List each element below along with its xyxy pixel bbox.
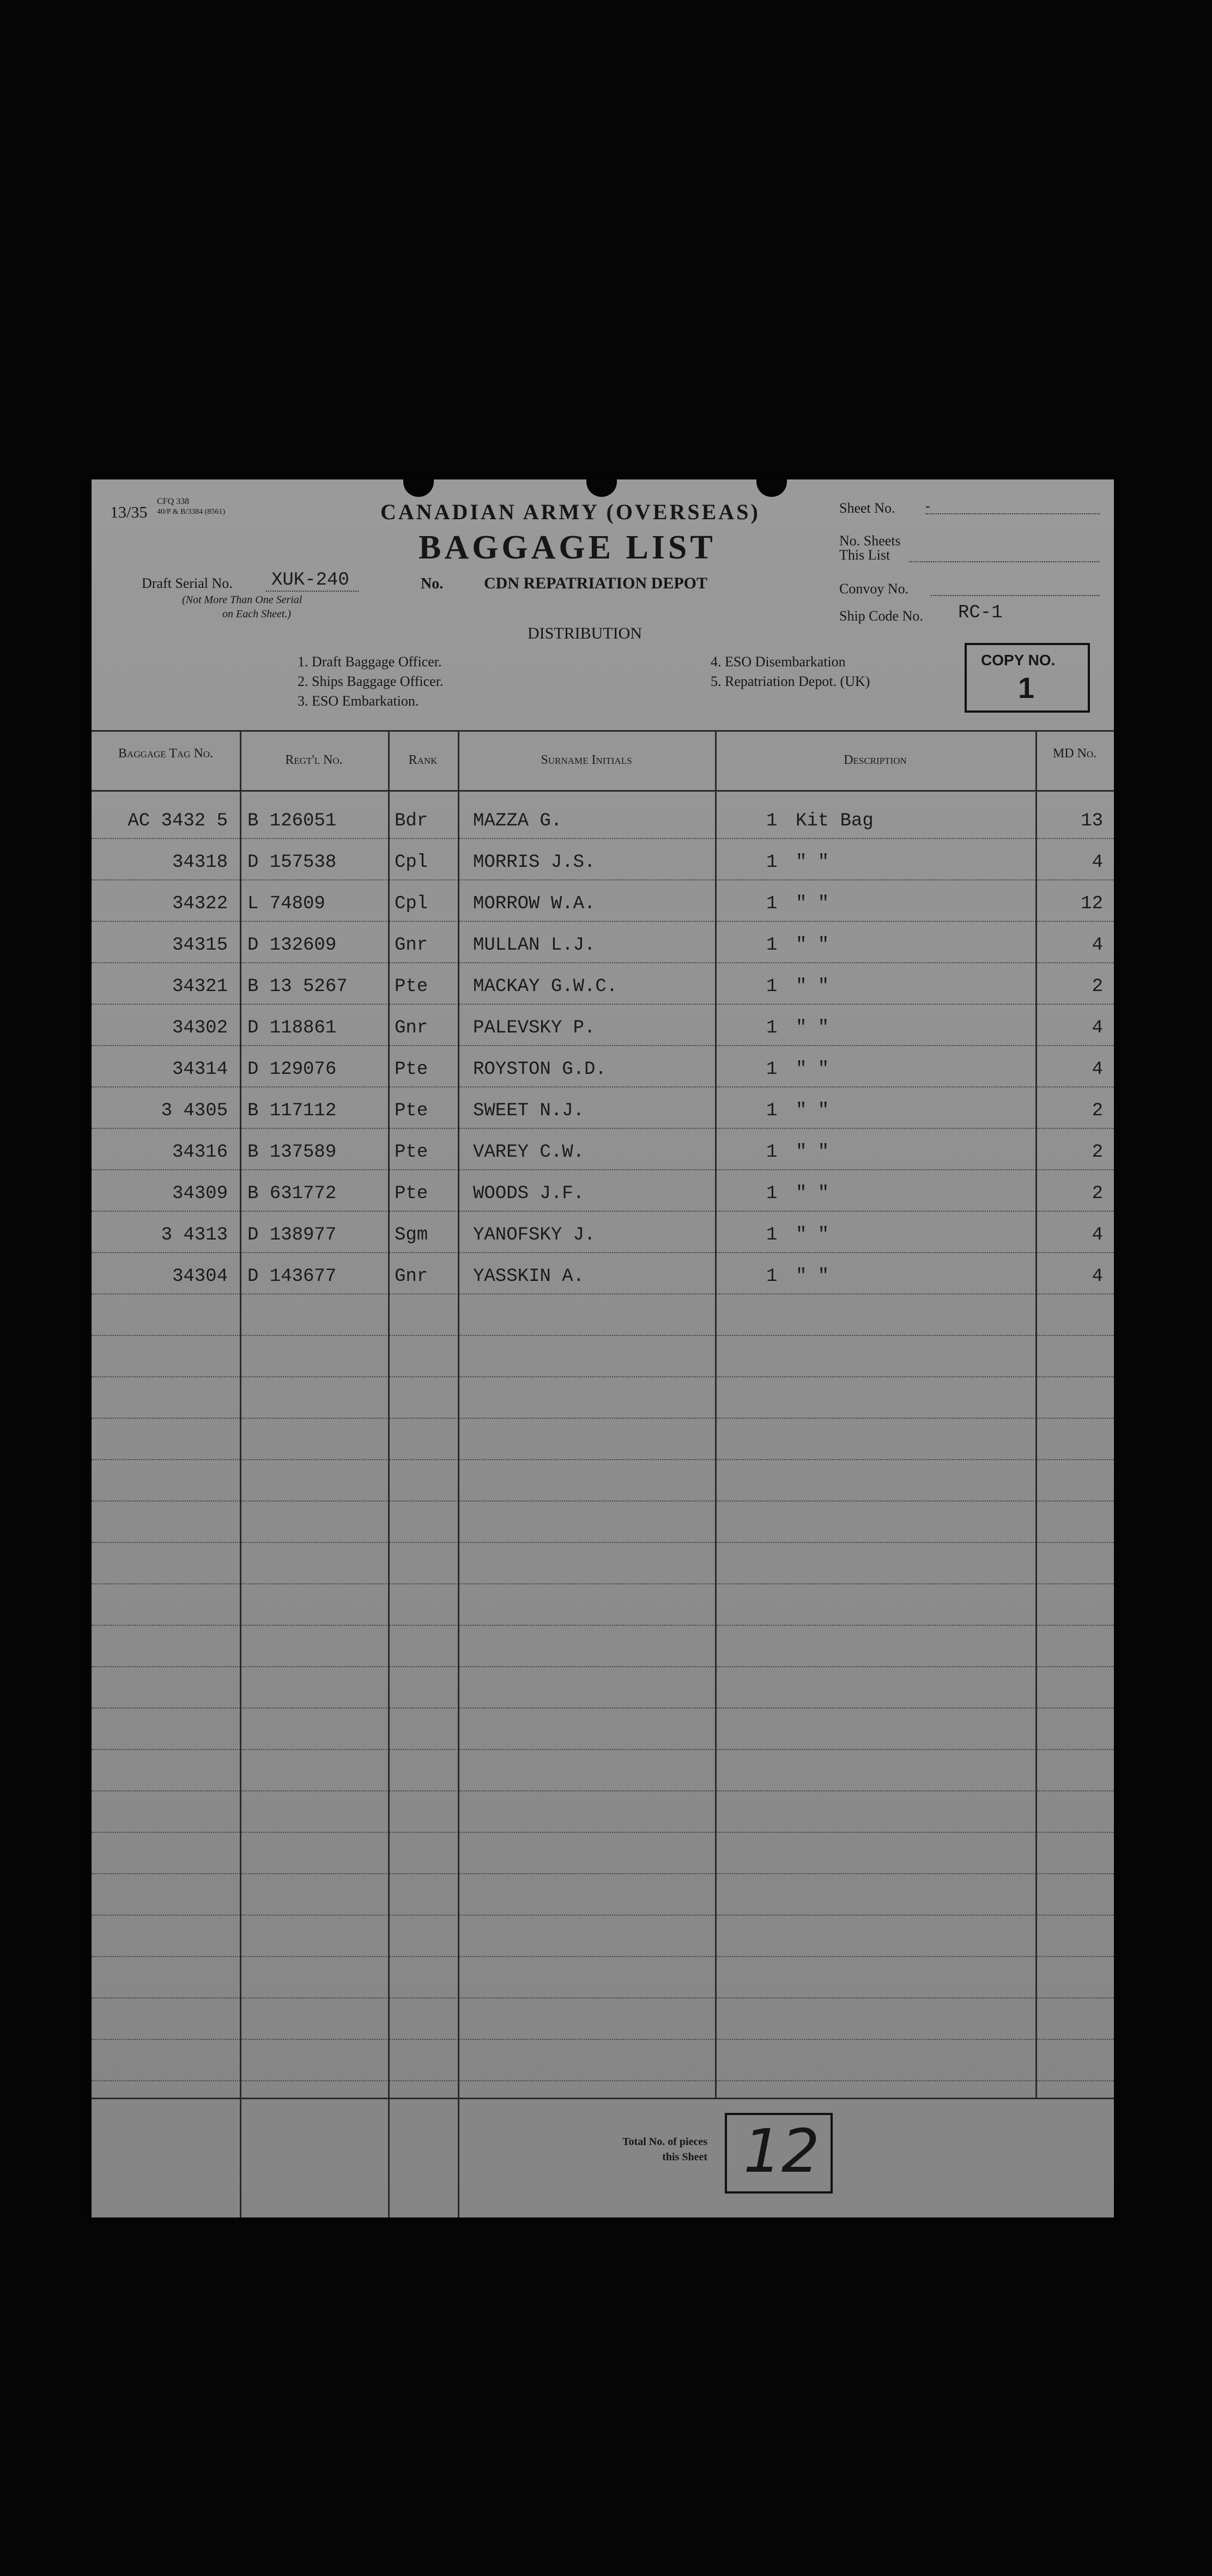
ruled-line [92, 1128, 1114, 1129]
cell-tag: 34309 [172, 1183, 228, 1204]
ruled-line [92, 1790, 1114, 1791]
draft-serial-note: on Each Sheet.) [222, 608, 292, 620]
ruled-line [92, 2039, 1114, 2040]
punch-hole [403, 479, 434, 497]
ruled-line [92, 1708, 1114, 1709]
cell-desc: " " [796, 1101, 829, 1121]
cell-desc: " " [796, 1018, 829, 1038]
cell-md: 4 [1092, 1059, 1103, 1080]
form-code-small: CFQ 338 [157, 497, 190, 506]
title-top: CANADIAN ARMY (OVERSEAS) [380, 500, 760, 524]
cell-rank: Cpl [395, 852, 428, 873]
baggage-list-form [92, 479, 1114, 2217]
cell-rank: Cpl [395, 894, 428, 914]
cell-rank: Pte [395, 1059, 428, 1080]
cell-name: PALEVSKY P. [473, 1018, 596, 1038]
cell-regt: D 157538 [247, 852, 337, 873]
cell-rank: Gnr [395, 935, 428, 956]
page-title: BAGGAGE LIST [419, 529, 716, 566]
column-header-description: Description [844, 753, 907, 767]
cell-qty: 1 [766, 935, 778, 956]
cell-desc: " " [796, 1225, 829, 1246]
ruled-line [92, 1293, 1114, 1295]
ruled-line [92, 838, 1114, 839]
distribution-item: 5. Repatriation Depot. (UK) [711, 673, 870, 689]
punch-hole [586, 479, 617, 497]
copy-number: 1 [1018, 672, 1035, 704]
cell-tag: 34318 [172, 852, 228, 873]
cell-regt: D 132609 [247, 935, 337, 956]
ruled-line [92, 1542, 1114, 1543]
cell-desc: " " [796, 1142, 829, 1163]
cell-name: MORRIS J.S. [473, 852, 596, 873]
cell-rank: Pte [395, 1183, 428, 1204]
cell-desc: " " [796, 894, 829, 914]
cell-name: MAZZA G. [473, 811, 562, 831]
cell-name: YASSKIN A. [473, 1266, 585, 1287]
cell-rank: Pte [395, 976, 428, 997]
ruled-line [92, 1997, 1114, 1998]
ruled-line [92, 1956, 1114, 1957]
cell-regt: D 138977 [247, 1225, 337, 1246]
total-label: Total No. of pieces [622, 2136, 707, 2148]
ruled-line [92, 1749, 1114, 1750]
ruled-line [92, 1169, 1114, 1170]
cell-desc: " " [796, 935, 829, 956]
cell-md: 12 [1081, 894, 1103, 914]
cell-md: 4 [1092, 1266, 1103, 1287]
cell-md: 4 [1092, 1225, 1103, 1246]
cell-name: MACKAY G.W.C. [473, 976, 618, 997]
total-label: this Sheet [662, 2151, 707, 2163]
cell-qty: 1 [766, 1183, 778, 1204]
cell-qty: 1 [766, 852, 778, 873]
cell-qty: 1 [766, 894, 778, 914]
cell-regt: D 143677 [247, 1266, 337, 1287]
cell-tag: 34302 [172, 1018, 228, 1038]
column-divider [715, 730, 717, 2098]
ruled-line [92, 1915, 1114, 1916]
cell-tag: 3 4305 [161, 1101, 228, 1121]
ruled-line [92, 1625, 1114, 1626]
ruled-line [92, 1252, 1114, 1253]
distribution-item: 3. ESO Embarkation. [298, 693, 419, 709]
cell-name: ROYSTON G.D. [473, 1059, 607, 1080]
column-header-name: Surname Initials [541, 753, 632, 767]
no-sheets-label: No. Sheets [839, 533, 901, 549]
ruled-line [92, 1211, 1114, 1212]
draft-serial-value: XUK-240 [271, 570, 349, 591]
punch-hole [756, 479, 787, 497]
cell-desc: Kit Bag [796, 811, 874, 831]
ruled-line [92, 1583, 1114, 1584]
this-list-label: This List [839, 547, 890, 563]
ruled-line [92, 962, 1114, 963]
cell-md: 2 [1092, 1142, 1103, 1163]
distribution-item: 1. Draft Baggage Officer. [298, 654, 442, 670]
cell-regt: B 13 5267 [247, 976, 348, 997]
cell-regt: B 117112 [247, 1101, 337, 1121]
sheet-no-label: Sheet No. [839, 500, 895, 516]
ruled-line [92, 1045, 1114, 1046]
cell-md: 2 [1092, 976, 1103, 997]
cell-regt: B 126051 [247, 811, 337, 831]
cell-rank: Pte [395, 1142, 428, 1163]
cell-name: YANOFSKY J. [473, 1225, 596, 1246]
cell-regt: L 74809 [247, 894, 325, 914]
ruled-line [92, 921, 1114, 922]
cell-name: WOODS J.F. [473, 1183, 585, 1204]
cell-tag: 34322 [172, 894, 228, 914]
cell-name: MORROW W.A. [473, 894, 596, 914]
cell-md: 4 [1092, 1018, 1103, 1038]
convoy-label: Convoy No. [839, 581, 909, 597]
cell-rank: Bdr [395, 811, 428, 831]
cell-name: MULLAN L.J. [473, 935, 596, 956]
draft-serial-label: Draft Serial No. [142, 575, 233, 591]
cell-tag: 34304 [172, 1266, 228, 1287]
table-top-rule [92, 730, 1114, 732]
divider [266, 591, 359, 592]
cell-md: 2 [1092, 1101, 1103, 1121]
ruled-line [92, 879, 1114, 880]
cell-rank: Gnr [395, 1018, 428, 1038]
table-bottom-rule [92, 2098, 1114, 2099]
divider [931, 595, 1100, 596]
ruled-line [92, 1335, 1114, 1336]
cell-qty: 1 [766, 1059, 778, 1080]
ruled-line [92, 1832, 1114, 1833]
cell-desc: " " [796, 976, 829, 997]
cell-qty: 1 [766, 1101, 778, 1121]
cell-tag: AC 3432 5 [128, 811, 228, 831]
cell-regt: B 137589 [247, 1142, 337, 1163]
column-divider [1035, 730, 1037, 2098]
no-label: No. [421, 575, 444, 592]
cell-rank: Gnr [395, 1266, 428, 1287]
cell-qty: 1 [766, 811, 778, 831]
cell-name: SWEET N.J. [473, 1101, 585, 1121]
column-header-md: MD No. [1052, 746, 1097, 761]
column-divider [458, 730, 459, 2217]
cell-tag: 3 4313 [161, 1225, 228, 1246]
column-header-rank: Rank [408, 753, 438, 767]
cell-desc: " " [796, 1266, 829, 1287]
ship-code-label: Ship Code No. [839, 608, 923, 624]
cell-name: VAREY C.W. [473, 1142, 585, 1163]
distribution-title: DISTRIBUTION [528, 624, 642, 642]
cell-desc: " " [796, 852, 829, 873]
cell-regt: D 118861 [247, 1018, 337, 1038]
ruled-line [92, 1873, 1114, 1874]
cell-md: 13 [1081, 811, 1103, 831]
cell-qty: 1 [766, 1266, 778, 1287]
cell-tag: 34315 [172, 935, 228, 956]
cell-tag: 34316 [172, 1142, 228, 1163]
ship-code-value: RC-1 [958, 603, 1003, 623]
ruled-line [92, 1418, 1114, 1419]
draft-serial-note: (Not More Than One Serial [182, 594, 302, 606]
ruled-line [92, 1086, 1114, 1087]
distribution-item: 4. ESO Disembarkation [711, 654, 846, 670]
cell-regt: D 129076 [247, 1059, 337, 1080]
column-divider [388, 730, 390, 2217]
ruled-line [92, 1666, 1114, 1667]
cell-qty: 1 [766, 1142, 778, 1163]
form-code-small2: 40/P & B/3384 (8561) [157, 508, 226, 516]
copy-box [965, 643, 1090, 713]
ruled-line [92, 1500, 1114, 1502]
table-header-rule [92, 790, 1114, 792]
cell-rank: Pte [395, 1101, 428, 1121]
cell-md: 2 [1092, 1183, 1103, 1204]
cell-rank: Sgm [395, 1225, 428, 1246]
cell-qty: 1 [766, 976, 778, 997]
total-box [725, 2113, 833, 2194]
distribution-item: 2. Ships Baggage Officer. [298, 673, 444, 689]
total-pieces-value: 12 [743, 2116, 820, 2186]
column-header-tag: Baggage Tag No. [118, 746, 214, 761]
cell-desc: " " [796, 1059, 829, 1080]
ruled-line [92, 1004, 1114, 1005]
cell-qty: 1 [766, 1018, 778, 1038]
cell-qty: 1 [766, 1225, 778, 1246]
cell-regt: B 631772 [247, 1183, 337, 1204]
cell-tag: 34321 [172, 976, 228, 997]
ruled-line [92, 1459, 1114, 1460]
cell-desc: " " [796, 1183, 829, 1204]
cell-md: 4 [1092, 852, 1103, 873]
divider [909, 561, 1100, 562]
divider [925, 513, 1100, 514]
ruled-line [92, 1376, 1114, 1377]
copy-label: COPY NO. [981, 652, 1056, 669]
sheet-no-value: - [925, 498, 930, 514]
depot-name: CDN REPATRIATION DEPOT [484, 574, 708, 592]
cell-tag: 34314 [172, 1059, 228, 1080]
ruled-line [92, 2080, 1114, 2081]
cell-md: 4 [1092, 935, 1103, 956]
column-header-regt: Regt'l No. [285, 753, 343, 767]
form-code: 13/35 [110, 503, 148, 521]
column-divider [240, 730, 241, 2217]
